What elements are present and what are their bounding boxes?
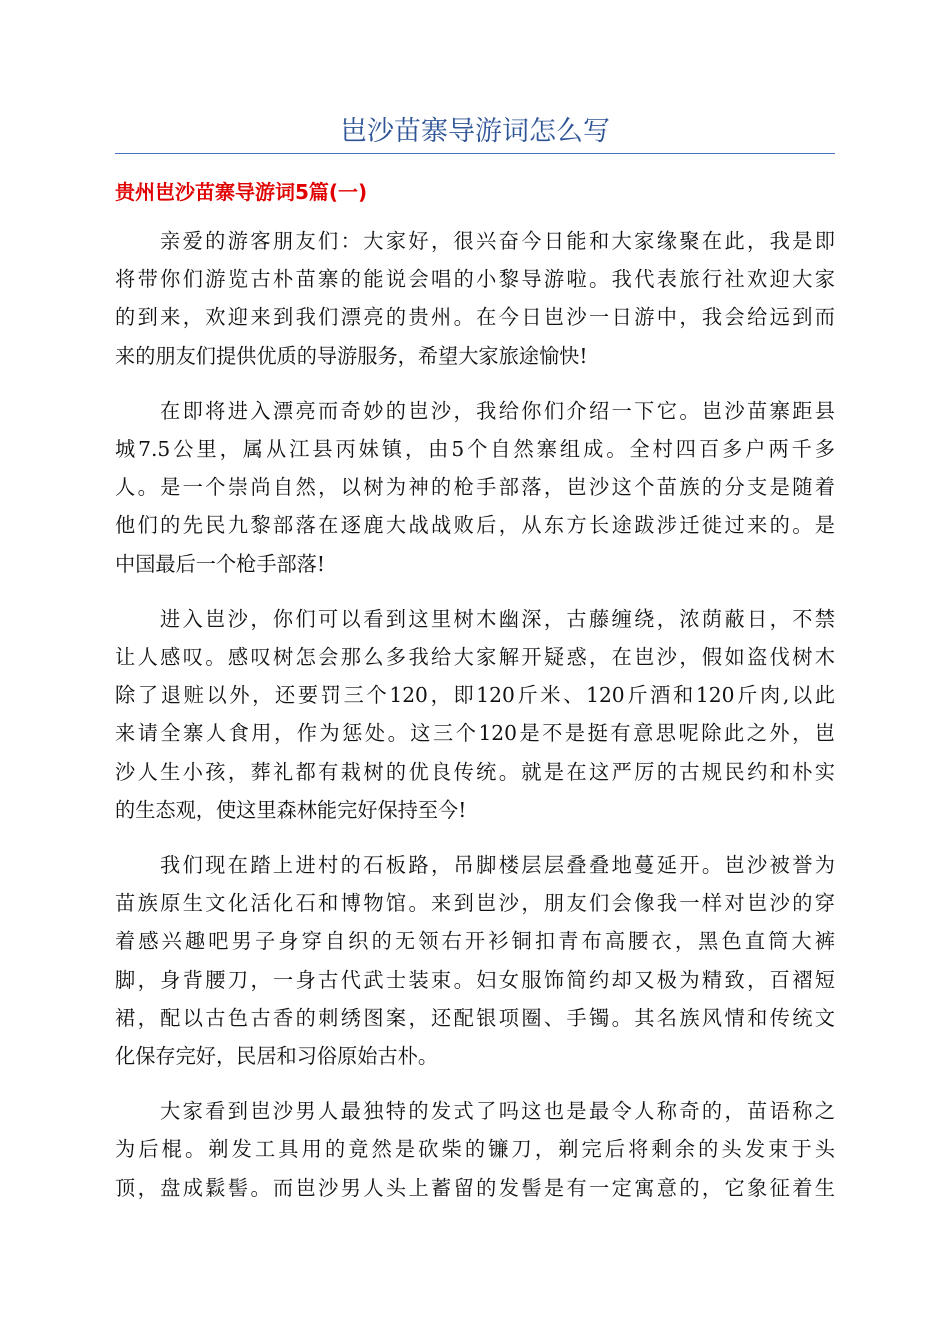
text-line: 为后棍。剃发工具用的竟然是砍柴的镰刀，剃完后将剩余的头发束于头 [115,1137,835,1162]
text-line: 大家看到岜沙男人最独特的发式了吗这也是最令人称奇的，苗语称之 [160,1099,835,1124]
text-line: 苗族原生文化活化石和博物馆。来到岜沙，朋友们会像我一样对岜沙的穿 [115,891,835,916]
document-body [115,222,835,1224]
text-line: 城7.5公里，属从江县丙妹镇，由5个自然寨组成。全村四百多户两千多 [115,437,835,462]
section-heading: 贵州岜沙苗寨导游词5篇(一) [115,180,368,204]
text-line: 我们现在踏上进村的石板路，吊脚楼层层叠叠地蔓延开。岜沙被誉为 [160,853,835,878]
text-line: 来请全寨人食用，作为惩处。这三个120是不是挺有意思呢除此之外，岜 [115,721,835,746]
title-divider [115,153,835,154]
text-line: 进入岜沙，你们可以看到这里树木幽深，古藤缠绕，浓荫蔽日，不禁 [160,606,835,631]
text-line: 人。是一个崇尚自然，以树为神的枪手部落，岜沙这个苗族的分支是随着 [115,475,835,500]
text-line: 在即将进入漂亮而奇妙的岜沙，我给你们介绍一下它。岜沙苗寨距县 [160,398,835,423]
text-line: 他们的先民九黎部落在逐鹿大战战败后，从东方长途跋涉迁徙过来的。是 [115,513,835,538]
text-line: 裙，配以古色古香的刺绣图案，还配银项圈、手镯。其名族风情和传统文 [115,1005,835,1030]
paragraph-1 [115,222,835,375]
paragraph-3 [115,600,835,829]
text-line: 的生态观，使这里森林能完好保持至今! [115,797,467,822]
text-line: 顶，盘成鬏髻。而岜沙男人头上蓄留的发髻是有一定寓意的，它象征着生 [115,1175,835,1200]
text-line: 将带你们游览古朴苗寨的能说会唱的小黎导游啦。我代表旅行社欢迎大家 [115,267,835,292]
text-line: 让人感叹。感叹树怎会那么多我给大家解开疑惑，在岜沙，假如盗伐树木 [115,645,835,670]
text-line: 脚，身背腰刀，一身古代武士装束。妇女服饰简约却又极为精致，百褶短 [115,967,835,992]
text-line: 除了退赃以外，还要罚三个120，即120斤米、120斤酒和120斤肉,以此 [115,683,835,708]
document-title: 岜沙苗寨导游词怎么写 [340,116,610,147]
text-line: 化保存完好，民居和习俗原始古朴。 [115,1044,439,1069]
paragraph-4 [115,846,835,1075]
text-line: 来的朋友们提供优质的导游服务，希望大家旅途愉快! [115,343,588,368]
text-line: 沙人生小孩，葬礼都有栽树的优良传统。就是在这严厉的古规民约和朴实 [115,759,835,784]
paragraph-5 [115,1092,835,1207]
text-line: 的到来，欢迎来到我们漂亮的贵州。在今日岜沙一日游中，我会给远到而 [115,305,835,330]
text-line: 着感兴趣吧男子身穿自织的无领右开衫铜扣青布高腰衣，黑色直筒大裤 [115,929,835,954]
text-line: 中国最后一个枪手部落! [115,551,325,576]
paragraph-2 [115,392,835,583]
text-line: 亲爱的游客朋友们：大家好，很兴奋今日能和大家缘聚在此，我是即 [160,229,835,253]
